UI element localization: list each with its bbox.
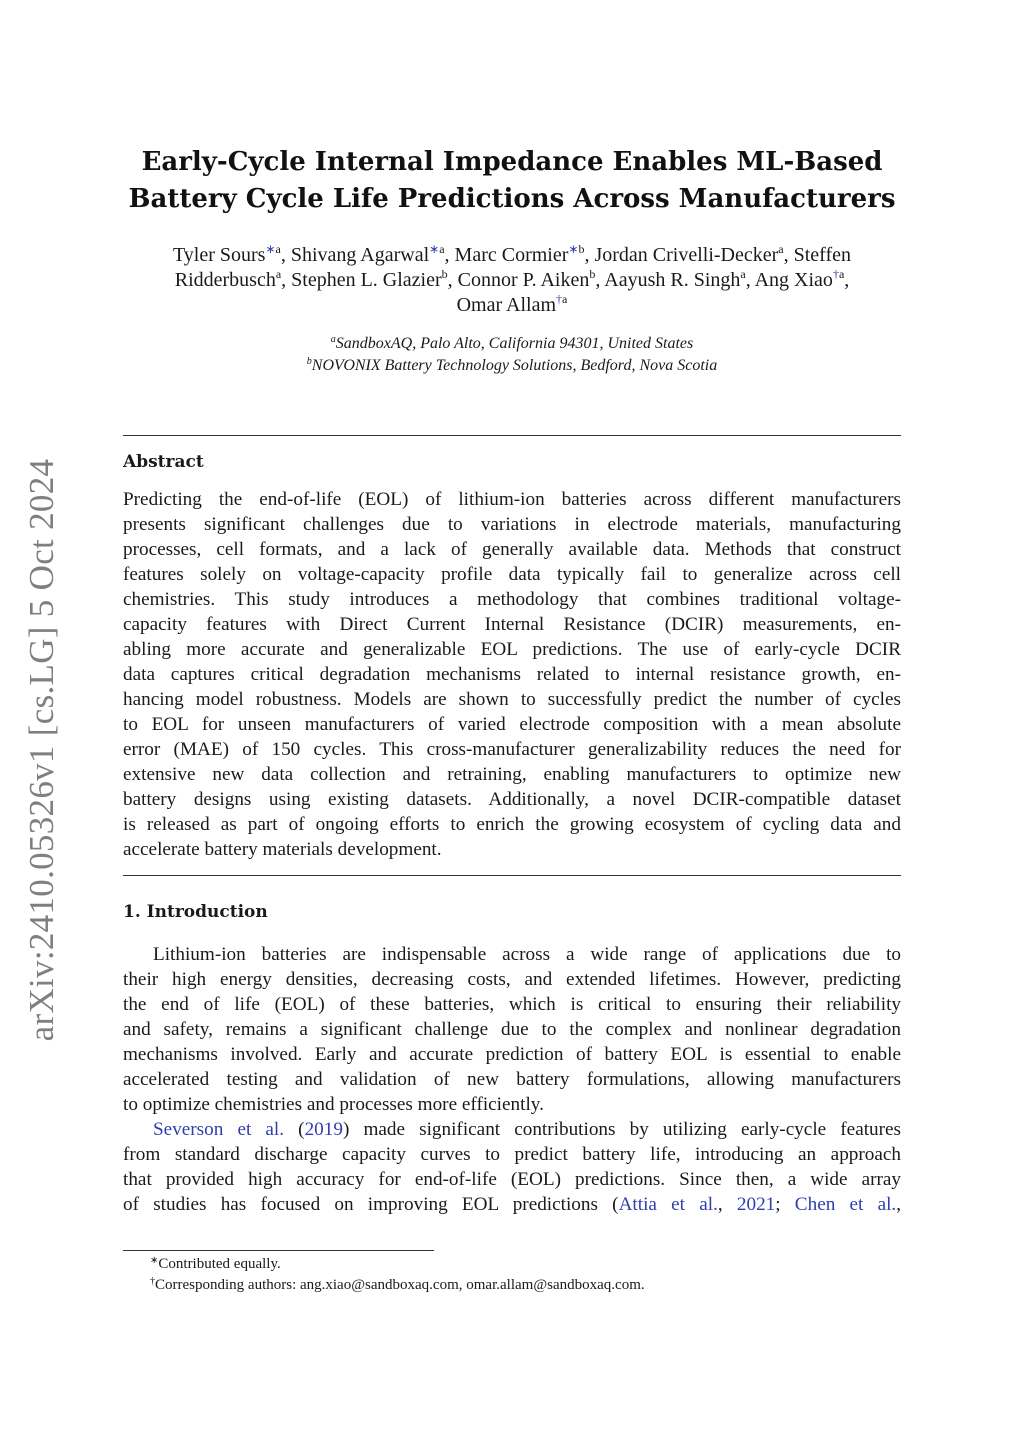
abstract-bottom-rule	[123, 875, 901, 876]
author-name: Aayush R. Singh	[604, 269, 741, 291]
author-line-3	[110, 293, 914, 318]
footnote-text: Contributed equally.	[158, 1256, 281, 1272]
abstract-line: is released as part of ongoing efforts to enrich the growing ecosystem of cycling data and	[123, 814, 901, 835]
affiliation-b	[150, 355, 874, 377]
footnote-mark: ∗	[150, 1255, 159, 1266]
affiliation-mark: a	[562, 292, 568, 306]
author-line-1: Tyler Sours$^{∗a}$, Shivang Agarwal$^{∗a}$, Marc Cormier$^{∗b}$, Jordan Crivelli-Decker$^a$, Steffen	[172, 242, 852, 266]
title-line-2: Battery Cycle Life Predictions Across Manufacturers	[128, 184, 896, 214]
corresponding-author-mark[interactable]: †	[556, 292, 563, 306]
author-name: Shivang Agarwal	[290, 244, 430, 266]
intro-line: that provided high accuracy for end-of-life (EOL) predictions. Since then, a wide array	[123, 1169, 901, 1190]
affiliation-mark: b	[589, 267, 596, 281]
abstract-heading: Abstract	[123, 452, 204, 472]
abstract-top-rule	[123, 435, 901, 436]
author-line-2: Ridderbusch$^a$, Stephen L. Glazier$^b$, Connor P. Aiken$^b$, Aayush R. Singh$^a$, Ang Xiao$^{\dagger a}$,	[174, 267, 850, 291]
footnote-equal-contribution	[150, 1254, 645, 1275]
intro-line	[123, 1117, 901, 1142]
author-name-first-part: Steffen	[793, 244, 852, 266]
abstract-line: chemistries. This study introduces a methodology that combines traditional voltage-	[123, 589, 901, 610]
paper-title	[100, 144, 924, 218]
abstract-line: Predicting the end-of-life (EOL) of lithium-ion batteries across different manufacturers	[123, 489, 901, 510]
equal-contribution-mark[interactable]: ∗	[265, 242, 276, 256]
text-fragment: of studies has focused on improving EOL predictions (	[123, 1194, 619, 1215]
author-name: Stephen L. Glazier	[291, 269, 442, 291]
text-fragment: ,	[717, 1194, 737, 1215]
affiliation-marker: a	[330, 334, 336, 345]
author-name-last-part: Ridderbusch	[174, 269, 276, 291]
citation-year-link[interactable]: 2021	[736, 1194, 776, 1215]
affiliation-mark: b	[578, 242, 585, 256]
footnote-mark: †	[150, 1276, 155, 1287]
abstract-line: features solely on voltage-capacity profile data typically fail to generalize across cell	[123, 564, 901, 585]
affiliation-mark: a	[275, 242, 281, 256]
abstract-line: to EOL for unseen manufacturers of varied electrode composition with a mean absolute	[123, 714, 901, 735]
abstract-line: error (MAE) of 150 cycles. This cross-manufacturer generalizability reduces the need for	[123, 739, 901, 760]
text-fragment: ) made significant contributions by utilizing early-cycle features	[342, 1119, 902, 1140]
affiliation-mark: a	[275, 267, 282, 281]
introduction-heading: 1. Introduction	[123, 902, 268, 922]
intro-line: from standard discharge capacity curves to predict battery life, introducing an approach	[123, 1144, 901, 1165]
citation-year-link[interactable]: 2019	[304, 1119, 343, 1140]
citation-link[interactable]: Chen et al.	[794, 1194, 897, 1215]
affiliation-mark: a	[778, 242, 784, 256]
footnotes	[150, 1254, 645, 1296]
intro-line: and safety, remains a significant challenge due to the complex and nonlinear degradation	[123, 1019, 901, 1040]
affiliation-mark: a	[439, 242, 445, 256]
corresponding-author-mark[interactable]: †	[832, 267, 839, 281]
abstract-line: hancing model robustness. Models are shown to successfully predict the number of cycles	[123, 689, 901, 710]
intro-line: their high energy densities, decreasing costs, and extended lifetimes. However, predicting	[123, 969, 901, 990]
abstract-line: presents significant challenges due to variations in electrode materials, manufacturing	[123, 514, 901, 535]
abstract-line: extensive new data collection and retraining, enabling manufacturers to optimize new	[123, 764, 901, 785]
intro-line: mechanisms involved. Early and accurate prediction of battery EOL is essential to enable	[123, 1044, 901, 1065]
equal-contribution-mark[interactable]: ∗	[568, 242, 579, 256]
intro-line	[123, 1192, 901, 1217]
title-line-1: Early-Cycle Internal Impedance Enables ML-Based	[141, 147, 883, 177]
citation-link[interactable]: Attia et al.	[618, 1194, 718, 1215]
footnote-corresponding	[150, 1275, 645, 1296]
author-name: Ang Xiao	[754, 269, 833, 291]
affiliation-text: SandboxAQ, Palo Alto, California 94301, United States	[335, 335, 694, 352]
abstract-line: battery designs using existing datasets. Additionally, a novel DCIR-compatible dataset	[123, 789, 901, 810]
abstract-line: processes, cell formats, and a lack of generally available data. Methods that construct	[123, 539, 901, 560]
arxiv-identifier-stamp[interactable]: arXiv:2410.05326v1 [cs.LG] 5 Oct 2024	[22, 458, 61, 1042]
intro-line: the end of life (EOL) of these batteries, which is critical to ensuring their reliability	[123, 994, 901, 1015]
abstract-line: data captures critical degradation mechanisms related to internal resistance growth, en-	[123, 664, 901, 685]
text-fragment: ;	[775, 1194, 795, 1215]
author-name: Omar Allam	[456, 294, 557, 316]
introduction-body	[123, 942, 901, 1217]
affiliation-text: NOVONIX Battery Technology Solutions, Bedford, Nova Scotia	[311, 357, 718, 374]
author-name: Marc Cormier	[454, 244, 569, 266]
affiliation-a	[150, 333, 874, 355]
text-fragment: ,	[896, 1194, 902, 1215]
intro-line: accelerated testing and validation of new battery formulations, allowing manufacturers	[123, 1069, 901, 1090]
citation-link[interactable]: Severson et al.	[153, 1119, 285, 1140]
author-name: Jordan Crivelli-Decker	[594, 244, 779, 266]
affiliations	[150, 333, 874, 377]
footnote-text: Corresponding authors: ang.xiao@sandboxaq.com, omar.allam@sandboxaq.com.	[155, 1277, 645, 1293]
author-name: Connor P. Aiken	[457, 269, 590, 291]
equal-contribution-mark[interactable]: ∗	[429, 242, 440, 256]
abstract-line: accelerate battery materials development.	[123, 839, 442, 860]
footnote-rule	[123, 1250, 434, 1251]
abstract-line: abling more accurate and generalizable EOL predictions. The use of early-cycle DCIR	[123, 639, 901, 660]
affiliation-marker: b	[306, 356, 312, 367]
abstract-line: capacity features with Direct Current Internal Resistance (DCIR) measurements, en-	[123, 614, 901, 635]
affiliation-mark: a	[838, 267, 845, 281]
text-fragment: (	[284, 1119, 305, 1140]
affiliation-mark: b	[441, 267, 448, 281]
affiliation-mark: a	[740, 267, 746, 281]
intro-line: Lithium-ion batteries are indispensable across a wide range of applications due to	[153, 944, 901, 965]
abstract-body	[123, 487, 901, 862]
author-list	[110, 243, 914, 318]
author-name: Tyler Sours	[172, 244, 266, 266]
intro-line: to optimize chemistries and processes more efficiently.	[123, 1094, 544, 1115]
